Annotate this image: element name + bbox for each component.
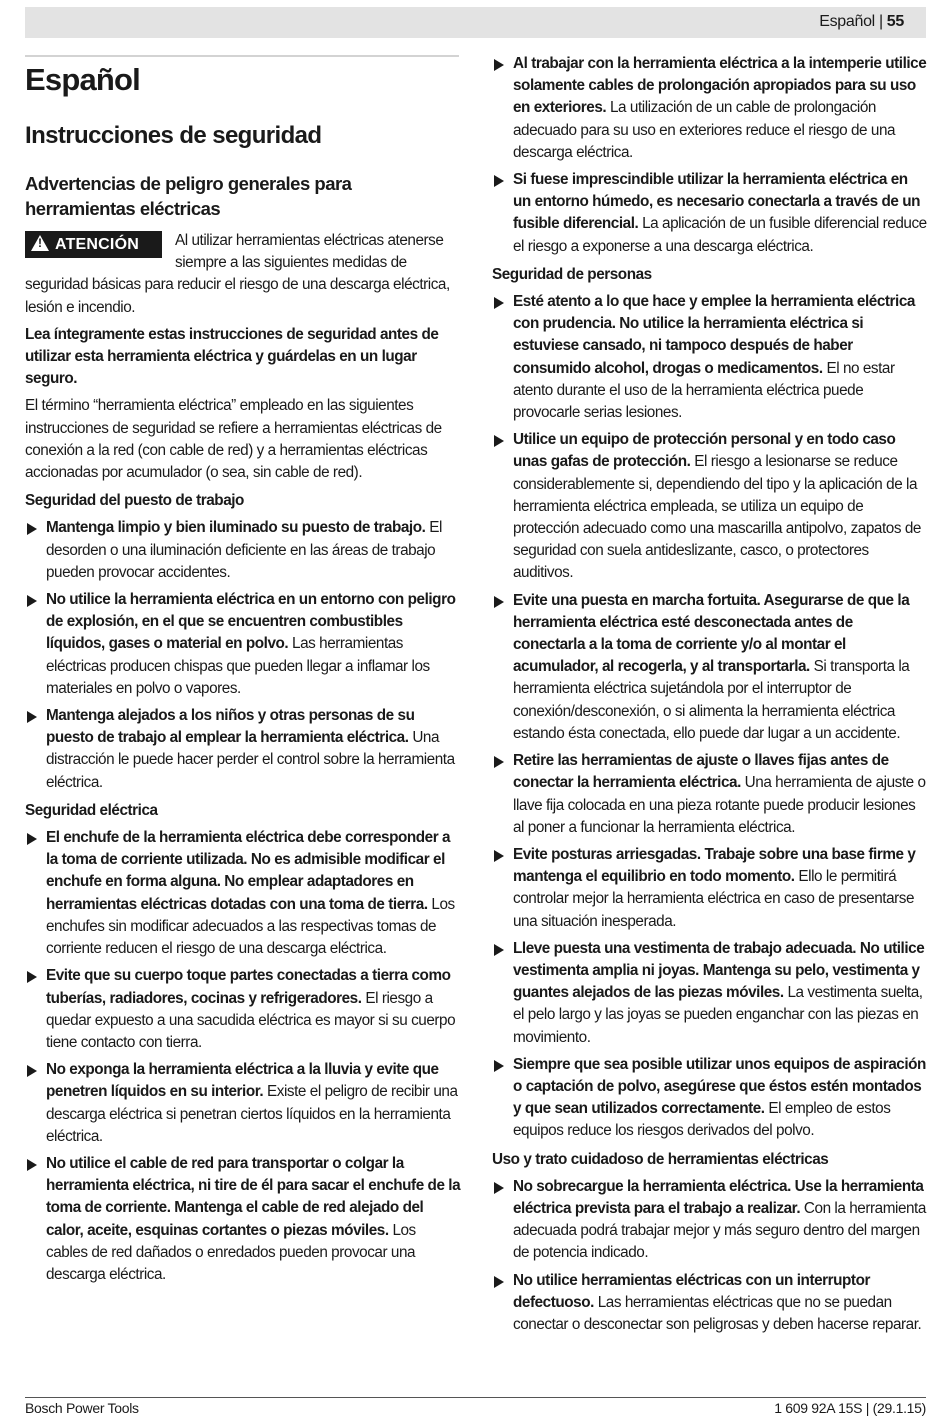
page-header <box>25 7 926 38</box>
item-text: El riesgo a quedar expuesto a una sacudida eléctrica es mayor si su cuerpo tiene contacto con tierra. <box>46 989 456 1051</box>
item-bold-text: Esté atento a lo que hace y emplee la herramienta eléctrica con prudencia. No utilice la herramienta eléctrica si estuviese cansado, ni tampoco después de haber consumido alcohol, drogas o medicamentos. <box>513 293 915 377</box>
use-list <box>492 1176 928 1336</box>
header-separator: | <box>878 13 883 30</box>
item-text: Las herramientas eléctricas que no se puedan conectar o desconectar son peligrosas y deben hacerse reparar. <box>513 1293 922 1333</box>
item-bold-text: Lleve puesta una vestimenta de trabajo adecuada. No utilice vestimenta amplia ni joyas. Mantenga su pelo, vestimenta y guantes alejados de las piezas móviles. <box>513 939 925 1002</box>
item-text: El empleo de estos equipos reduce los riesgos derivados del polvo. <box>513 1100 891 1140</box>
item-bold-text: Evite que su cuerpo toque partes conectadas a tierra como tuberías, radiadores, cocinas y refrigeradores. <box>46 967 451 1007</box>
page-number: 55 <box>886 13 904 30</box>
list-item <box>25 1059 461 1148</box>
list-item <box>492 750 928 839</box>
item-bold-text: Utilice un equipo de protección personal y en todo caso unas gafas de protección. <box>513 431 896 471</box>
item-text: La vestimenta suelta, el pelo largo y las joyas se pueden enganchar con las piezas en movimiento. <box>513 984 923 1046</box>
header-text <box>819 13 904 31</box>
electrical-cont-list <box>492 53 928 258</box>
personal-heading: Seguridad de personas <box>492 265 652 283</box>
warning-badge-label: ATENCIÓN <box>55 236 139 253</box>
bullet-arrow-icon <box>494 850 504 862</box>
bullet-arrow-icon <box>27 833 37 845</box>
list-item <box>25 705 461 794</box>
list-item <box>25 517 461 584</box>
item-bold-text: Evite una puesta en marcha fortuita. Asegurarse de que la herramienta eléctrica esté desconectada antes de conectarla a la toma de corriente y/o al montar el acumulador, al recogerla, y al transportarla. <box>513 591 910 676</box>
list-item <box>492 1270 928 1337</box>
item-bold-text: Mantenga limpio y bien iluminado su puesto de trabajo. <box>46 519 426 537</box>
list-item <box>492 938 928 1049</box>
warning-block <box>25 230 461 319</box>
item-text: Una distracción le puede hacer perder el control sobre la herramienta eléctrica. <box>46 729 455 791</box>
bullet-arrow-icon <box>494 756 504 768</box>
bullet-arrow-icon <box>494 596 504 608</box>
bullet-arrow-icon <box>494 1276 504 1288</box>
item-bold-text: No utilice el cable de red para transportar o colgar la herramienta eléctrica, ni tire de él para sacar el enchufe de la toma de corriente. Mantenga el cable de red alejado del calor, aceite, esquinas cortantes o piezas móviles. <box>46 1154 461 1239</box>
bullet-arrow-icon <box>494 435 504 447</box>
bullet-arrow-icon <box>27 711 37 723</box>
item-bold-text: Evite posturas arriesgadas. Trabaje sobre una base firme y mantenga el equilibrio en todo momento. <box>513 845 916 886</box>
bullet-arrow-icon <box>27 1159 37 1171</box>
list-item <box>492 1054 928 1143</box>
footer-doc-code: 1 609 92A 15S | (29.1.15) <box>774 1400 926 1416</box>
list-item <box>492 844 928 933</box>
workplace-list <box>25 517 461 793</box>
item-text: La utilización de un cable de prolongación adecuado para su uso en exteriores reduce el riesgo de una descarga eléctrica. <box>513 99 896 161</box>
list-item <box>492 590 928 745</box>
subsection-title: Advertencias de peligro generales para herramientas eléctricas <box>25 173 352 219</box>
item-text: Una herramienta de ajuste o llave fija colocada en una pieza rotante puede producir lesiones al poner a funcionar la herramienta eléctrica. <box>513 774 926 836</box>
warning-triangle-icon <box>31 235 49 251</box>
language-title: Español <box>25 62 140 97</box>
bullet-arrow-icon <box>494 175 504 187</box>
list-item <box>492 169 928 258</box>
item-text: Ello le permitirá controlar mejor la herramienta eléctrica en caso de presentarse una situación inesperada. <box>513 868 915 930</box>
personal-list <box>492 291 928 1143</box>
list-item <box>492 53 928 164</box>
list-item <box>25 1153 461 1286</box>
item-text: El riesgo a lesionarse se reduce considerablemente si, dependiendo del tipo y la aplicación de la herramienta eléctrica empleada, se utiliza un equipo de protección adecuado como una mascarilla antipolvo, zapatos de seguridad con suela antideslizante, casco, o protectores auditivos. <box>513 453 921 582</box>
list-item <box>25 589 461 700</box>
footer-rule <box>25 1397 926 1398</box>
bullet-arrow-icon <box>494 944 504 956</box>
bullet-arrow-icon <box>27 595 37 607</box>
item-text: El desorden o una iluminación deficiente en las áreas de trabajo pueden provocar accidentes. <box>46 519 442 581</box>
item-text: Los cables de red dañados o enredados pueden provocar una descarga eléctrica. <box>46 1221 416 1283</box>
section-title: Instrucciones de seguridad <box>25 122 322 149</box>
list-item <box>25 965 461 1054</box>
item-bold-text: Si fuese imprescindible utilizar la herramienta eléctrica en un entorno húmedo, es necesario conectarla a través de un fusible diferencial. <box>513 171 921 233</box>
warning-text: Al utilizar herramientas eléctricas atenerse siempre a las siguientes medidas de seguridad básicas para reducir el riesgo de una descarga eléctrica, lesión e incendio. <box>25 232 450 316</box>
list-item <box>492 291 928 424</box>
item-text: Si transporta la herramienta eléctrica sujetándola por el interruptor de conexión/desconexión, o si alimenta la herramienta eléctrica estando ésta conectada, ello puede dar lugar a un accidente. <box>513 658 910 742</box>
header-section: Español <box>819 13 875 30</box>
item-bold-text: Siempre que sea posible utilizar unos equipos de aspiración o captación de polvo, asegúrese que éstos estén montados y que sean utilizados correctamente. <box>513 1055 926 1118</box>
read-instructions-note: Lea íntegramente estas instrucciones de seguridad antes de utilizar esta herramienta eléctrica y guárdelas en un lugar seguro. <box>25 325 439 388</box>
bullet-arrow-icon <box>494 59 504 71</box>
bullet-arrow-icon <box>27 1065 37 1077</box>
electrical-list <box>25 827 461 1286</box>
use-heading: Uso y trato cuidadoso de herramientas eléctricas <box>492 1150 829 1168</box>
workplace-heading: Seguridad del puesto de trabajo <box>25 492 244 510</box>
bullet-arrow-icon <box>494 1060 504 1072</box>
item-bold-text: No sobrecargue la herramienta eléctrica. Use la herramienta eléctrica prevista para el trabajo a realizar. <box>513 1177 924 1217</box>
list-item <box>25 827 461 960</box>
footer-brand: Bosch Power Tools <box>25 1400 139 1416</box>
item-bold-text: No utilice la herramienta eléctrica en un entorno con peligro de explosión, en el que se encuentren combustibles líquidos, gases o material en polvo. <box>46 591 456 653</box>
warning-badge <box>25 231 162 258</box>
item-text: Las herramientas eléctricas producen chispas que pueden llegar a inflamar los materiales en polvo o vapores. <box>46 635 430 697</box>
item-bold-text: El enchufe de la herramienta eléctrica debe corresponder a la toma de corriente utilizada. No es admisible modificar el enchufe en forma alguna. No emplear adaptadores en herramientas eléctricas dotadas con una toma de tierra. <box>46 829 451 913</box>
item-bold-text: No utilice herramientas eléctricas con un interruptor defectuoso. <box>513 1271 870 1311</box>
electrical-heading: Seguridad eléctrica <box>25 801 158 819</box>
item-bold-text: No exponga la herramienta eléctrica a la lluvia y evite que penetren líquidos en su interior. <box>46 1061 439 1101</box>
bullet-arrow-icon <box>494 297 504 309</box>
item-bold-text: Al trabajar con la herramienta eléctrica a la intemperie utilice solamente cables de prolongación apropiados para su uso en exteriores. <box>513 55 927 117</box>
right-column <box>492 48 928 1336</box>
term-definition: El término “herramienta eléctrica” empleado en las siguientes instrucciones de seguridad se refiere a herramientas eléctricas de conexión a la red (con cable de red) y a herramientas eléctricas accionadas por acumulador (o sea, sin cable de red). <box>25 397 442 482</box>
bullet-arrow-icon <box>27 523 37 535</box>
list-item <box>492 429 928 584</box>
item-text: El no estar atento durante el uso de la herramienta eléctrica puede provocarle serias lesiones. <box>513 359 895 422</box>
item-bold-text: Mantenga alejados a los niños y otras personas de su puesto de trabajo al emplear la herramienta eléctrica. <box>46 707 415 747</box>
list-item <box>492 1176 928 1265</box>
bullet-arrow-icon <box>27 971 37 983</box>
item-text: Los enchufes sin modificar adecuados a las respectivas tomas de corriente reducen el riesgo de una descarga eléctrica. <box>46 895 455 958</box>
bullet-arrow-icon <box>494 1182 504 1194</box>
item-text: La aplicación de un fusible diferencial reduce el riesgo a exponerse a una descarga eléctrica. <box>513 215 927 255</box>
item-bold-text: Retire las herramientas de ajuste o llaves fijas antes de conectar la herramienta eléctrica. <box>513 752 889 792</box>
item-text: Existe el peligro de recibir una descarga eléctrica si penetran ciertos líquidos en la herramienta eléctrica. <box>46 1083 458 1145</box>
left-column <box>25 56 461 1286</box>
item-text: Con la herramienta adecuada podrá trabajar mejor y más seguro dentro del margen de potencia indicado. <box>513 1199 926 1262</box>
